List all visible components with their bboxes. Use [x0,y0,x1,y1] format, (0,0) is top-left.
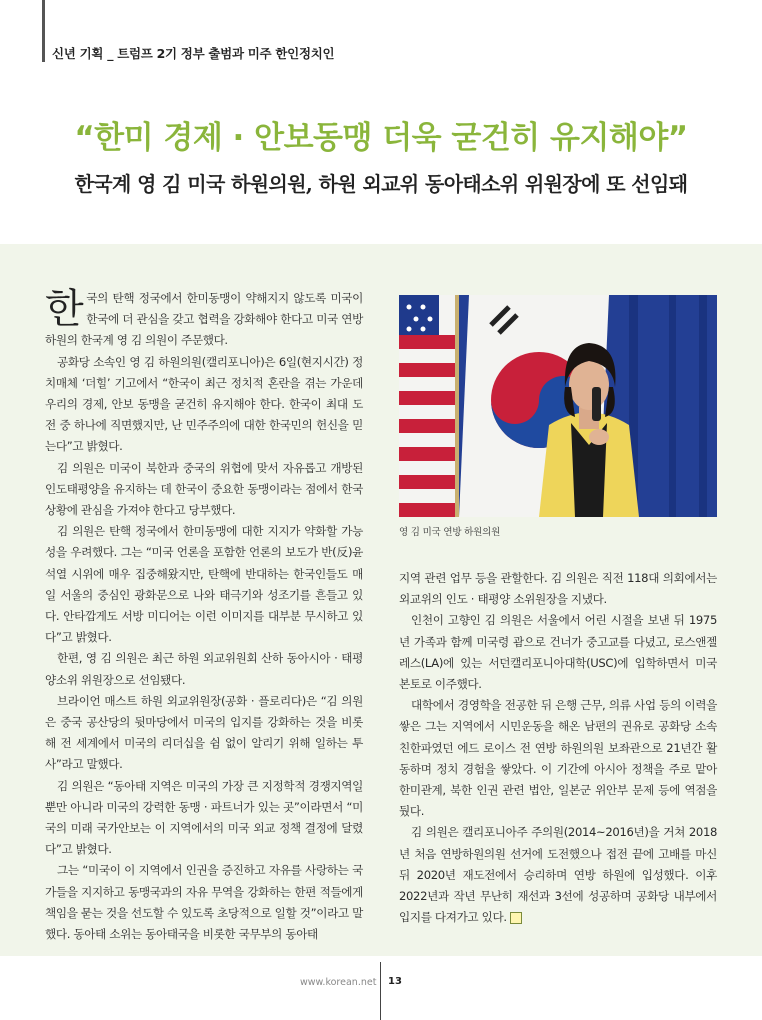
drop-cap: 한 [45,286,84,332]
paragraph: 한국의 탄핵 정국에서 한미동맹이 약해지지 않도록 미국이 한국에 더 관심을 갖고 협력을 강화해야 한다고 미국 연방 하원의 한국계 영 김 의원이 주문했다. [45,286,363,348]
paragraph: 브라이언 매스트 하원 외교위원장(공화 · 플로리다)은 “김 의원은 중국 공산당의 뒷마당에서 미국의 입지를 강화하는 것을 비롯해 전 세계에서 미국의 리더십을 쉼 없이 알리기 위해 일하는 투사”라고 말했다. [45,693,363,772]
paragraph: 지역 관련 업무 등을 관할한다. 김 의원은 직전 118대 의회에서는 외교위의 인도 · 태평양 소위원장을 지냈다. [399,571,717,607]
paragraph: 대학에서 경영학을 전공한 뒤 은행 근무, 의류 사업 등의 이력을 쌓은 그는 지역에서 시민운동을 해온 남편의 권유로 공화당 소속 친한파였던 에드 로이스 전 연방 하원의원 보좌관으로 21년간 활동하며 정치 경험을 쌓았다. 이 기간에 아시아 정책을 주로 맡아 한미관계, 북한 인권 관련 법안, 일본군 위안부 문제 등에 역점을 뒀다. [399,698,717,819]
left-column [45,288,363,945]
page-number: 13 [388,976,402,987]
paragraph: 한편, 영 김 의원은 최근 하원 외교위원회 산하 동아시아 · 태평양소위 위원장으로 선임됐다. [45,651,363,687]
article-subtitle: 한국계 영 김 미국 하원의원, 하원 외교위 동아태소위 위원장에 또 선임돼 [74,172,688,196]
article-photo [399,295,717,517]
paragraph: 김 의원은 탄핵 정국에서 한미동맹에 대한 지지가 약화할 가능성을 우려했다. 그는 “미국 언론을 포함한 언론의 보도가 반(反)윤석열 시위에 매우 집중해왔지만, 탄핵에 반대하는 한국인들도 매일 서울의 중심인 광화문으로 나와 태극기와 성조기를 흔들고 있다. 안타깝게도 서방 미디어는 이런 이미지를 대부분 무시하고 있다”고 밝혔다. [45,524,363,645]
article-title: “한미 경제 · 안보동맹 더욱 굳건히 유지해야” [74,120,688,156]
paragraph: 김 의원은 미국이 북한과 중국의 위협에 맞서 자유롭고 개방된 인도태평양을 유지하는 데 한국이 중요한 동맹이라는 점에서 한국 상황에 관심을 가져야 한다고 당부했다. [45,460,363,518]
photo-illustration [399,295,717,517]
paragraph: 그는 “미국이 이 지역에서 인권을 증진하고 자유를 사랑하는 국가들을 지지하고 동맹국과의 자유 무역을 강화하는 한편 적들에게 책임을 묻는 것을 선도할 수 있도록 초당적으로 일할 것”이라고 말했다. 동아태 소위는 동아태국을 비롯한 국무부의 동아태 [45,863,363,942]
section-tag: 신년 기획 _ 트럼프 2기 정부 출범과 미주 한인정치인 [52,46,335,61]
paragraph: 김 의원은 캘리포니아주 주의원(2014~2016년)을 거쳐 2018년 처음 연방하원의원 선거에 도전했으나 접전 끝에 고배를 마신 뒤 2020년 재도전에서 승리하며 연방 하원에 입성했다. 이후 2022년과 작년 무난히 재선과 3선에 성공하며 공화당 내부에서 입지를 다져가고 있다. [399,825,717,925]
paragraph: 공화당 소속인 영 김 하원의원(캘리포니아)은 6일(현지시간) 정치매체 ‘더힐’ 기고에서 “한국이 최근 정치적 혼란을 겪는 가운데 우리의 경제, 안보 동맹을 굳건히 유지해야 한다. 한국이 최대 도전 중 하나에 직면했지만, 난 민주주의에 대한 한국민의 헌신을 믿는다”고 밝혔다. [45,354,363,454]
paragraph: 인천이 고향인 김 의원은 서울에서 어린 시절을 보낸 뒤 1975년 가족과 함께 미국령 괌으로 건너가 중고교를 다녔고, 로스앤젤레스(LA)에 있는 서던캘리포니아대학(USC)에 입학하면서 미국 본토로 이주했다. [399,613,717,692]
paragraph: 김 의원은 “동아태 지역은 미국의 가장 큰 지정학적 경쟁지역일 뿐만 아니라 미국의 강력한 동맹 · 파트너가 있는 곳”이라면서 “미국의 미래 국가안보는 이 지역에서의 미국 외교 정책 결정에 달렸다”고 밝혔다. [45,778,363,857]
photo-caption: 영 김 미국 연방 하원의원 [399,527,501,538]
footer-url: www.korean.net [300,977,377,988]
right-column [399,568,717,928]
top-rule [42,0,45,62]
end-mark-icon [510,912,522,924]
footer-rule [380,962,381,1020]
